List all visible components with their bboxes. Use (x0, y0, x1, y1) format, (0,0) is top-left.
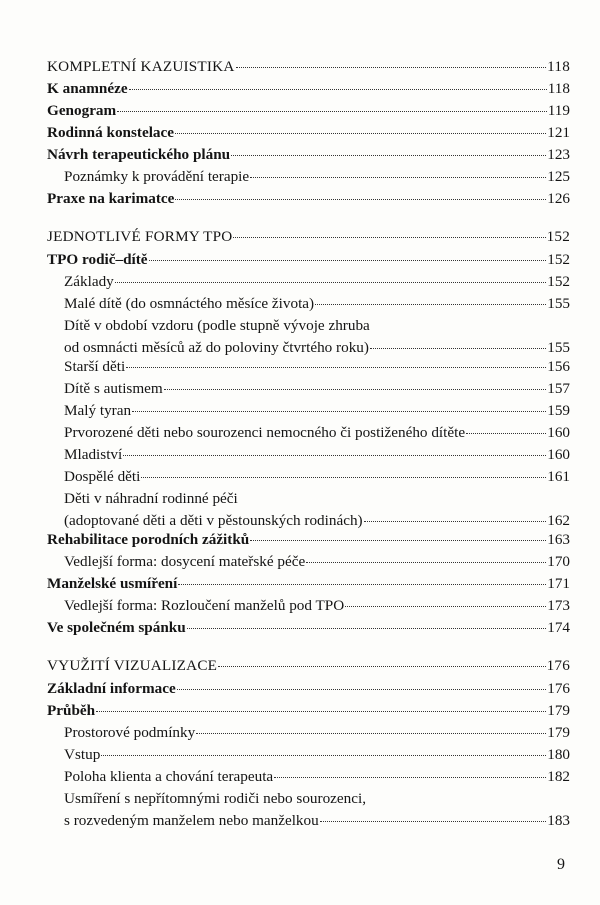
toc-entry (47, 768, 570, 786)
dot-leader (177, 689, 547, 690)
toc-page-number: 121 (547, 124, 570, 141)
toc-entry (47, 746, 570, 764)
toc-entry-title: Poloha klienta a chování terapeuta (64, 768, 274, 785)
toc-page-number: 160 (547, 446, 570, 463)
toc-entry (47, 295, 570, 313)
toc-entry (47, 657, 570, 675)
toc-row (47, 402, 570, 420)
dot-leader (164, 389, 547, 390)
toc-page-number: 176 (547, 680, 570, 697)
toc-page-number: 119 (547, 102, 570, 119)
toc-entry-title: Základní informace (47, 680, 176, 697)
toc-entry-title: Vedlejší forma: dosycení mateřské péče (64, 553, 306, 570)
toc-entry (47, 724, 570, 742)
toc-entry-title: Mladiství (64, 446, 123, 463)
toc-entry (47, 424, 570, 442)
toc-page-number: 180 (547, 746, 570, 763)
toc-entry-title: Dítě s autismem (64, 380, 163, 397)
toc-row (47, 380, 570, 398)
dot-leader (117, 111, 547, 112)
toc-row (47, 295, 570, 313)
toc-entry (47, 597, 570, 615)
toc-row (47, 190, 570, 208)
toc-entry-title: Usmíření s nepřítomnými rodiči nebo sourozenci, (64, 790, 366, 807)
toc-entry (47, 358, 570, 376)
toc-page-number: 152 (546, 228, 570, 245)
toc-row (47, 746, 570, 764)
dot-leader (306, 562, 546, 563)
dot-leader (141, 477, 546, 478)
toc-entry-title: Poznámky k provádění terapie (64, 168, 250, 185)
toc-entry (47, 531, 570, 549)
toc-row (47, 812, 570, 830)
toc-entry (47, 251, 570, 269)
toc-page-number: 123 (547, 146, 570, 163)
toc-row (47, 446, 570, 464)
toc-entry-title: Ve společném spánku (47, 619, 186, 636)
dot-leader (126, 367, 546, 368)
dot-leader (466, 433, 546, 434)
toc-row (47, 512, 570, 530)
toc-row (47, 768, 570, 786)
toc-section-row (47, 228, 570, 246)
dot-leader (178, 584, 546, 585)
dot-leader (250, 540, 546, 541)
toc-entry (47, 124, 570, 142)
dot-leader (236, 67, 547, 68)
toc-entry (47, 790, 570, 830)
toc-entry (47, 702, 570, 720)
toc-page-number: 183 (547, 812, 570, 829)
toc-section-row (47, 58, 570, 76)
toc-entry-title: Rodinná konstelace (47, 124, 175, 141)
dot-leader (175, 199, 546, 200)
dot-leader (196, 733, 546, 734)
toc-row (47, 597, 570, 615)
toc-entry-title: Návrh terapeutického plánu (47, 146, 231, 163)
dot-leader (115, 282, 546, 283)
toc-entry-title: Manželské usmíření (47, 575, 178, 592)
toc-entry-title: Základy (64, 273, 114, 290)
toc-entry (47, 228, 570, 246)
dot-leader (175, 133, 546, 134)
toc-entry (47, 58, 570, 76)
toc-entry-title: Praxe na karimatce (47, 190, 175, 207)
toc-entry (47, 102, 570, 120)
toc-entry (47, 619, 570, 637)
toc-page-number: 157 (547, 380, 570, 397)
toc-entry-continuation: (adoptované děti a děti v pěstounských rodinách) (64, 512, 363, 529)
toc-entry-title: Genogram (47, 102, 117, 119)
toc-page-number: 179 (547, 724, 570, 741)
dot-leader (187, 628, 547, 629)
dot-leader (132, 411, 546, 412)
toc-entry (47, 80, 570, 98)
toc-page-number: 170 (547, 553, 570, 570)
dot-leader (218, 666, 545, 667)
toc-entry-title: Vedlejší forma: Rozloučení manželů pod TPO (64, 597, 345, 614)
toc-entry-title: TPO rodič–dítě (47, 251, 148, 268)
toc-page-number: 162 (547, 512, 570, 529)
toc-entry (47, 380, 570, 398)
toc-entry-continuation: od osmnácti měsíců až do poloviny čtvrtého roku) (64, 339, 369, 356)
toc-row (47, 424, 570, 442)
toc-row (47, 102, 570, 120)
toc-entry (47, 468, 570, 486)
toc-row (47, 80, 570, 98)
toc-entry (47, 446, 570, 464)
toc-page-number: 163 (547, 531, 570, 548)
toc-row (47, 619, 570, 637)
page-number: 9 (557, 856, 565, 873)
toc-entry (47, 680, 570, 698)
toc-page-number: 118 (547, 58, 570, 75)
toc-row (47, 251, 570, 269)
toc-page-number: 152 (547, 251, 570, 268)
toc-row (47, 339, 570, 357)
toc-entry-continuation: s rozvedeným manželem nebo manželkou (64, 812, 319, 829)
toc-page-number: 182 (547, 768, 570, 785)
toc-entry-title: KOMPLETNÍ KAZUISTIKA (47, 58, 235, 75)
toc-page-number: 160 (547, 424, 570, 441)
dot-leader (101, 755, 546, 756)
toc-entry-title: Rehabilitace porodních zážitků (47, 531, 250, 548)
toc-entry-title: Starší děti (64, 358, 126, 375)
toc-entry (47, 146, 570, 164)
toc-page-number: 176 (546, 657, 570, 674)
dot-leader (364, 521, 547, 522)
toc-page-number: 155 (547, 339, 570, 356)
toc-page-number: 173 (547, 597, 570, 614)
toc-row (47, 468, 570, 486)
dot-leader (129, 89, 547, 90)
toc-entry (47, 317, 570, 357)
toc-row (47, 553, 570, 571)
toc-row (47, 531, 570, 549)
toc-entry (47, 575, 570, 593)
toc-page-number: 179 (547, 702, 570, 719)
toc-entry-title: VYUŽITÍ VIZUALIZACE (47, 657, 218, 674)
dot-leader (149, 260, 547, 261)
dot-leader (315, 304, 546, 305)
toc-entry (47, 168, 570, 186)
toc-page-number: 118 (547, 80, 570, 97)
toc-row (47, 124, 570, 142)
toc-entry-title: Prostorové podmínky (64, 724, 196, 741)
toc-row (47, 358, 570, 376)
toc-entry-title: Vstup (64, 746, 101, 763)
dot-leader (250, 177, 546, 178)
toc-row (47, 702, 570, 720)
toc-entry-title: K anamnéze (47, 80, 128, 97)
toc-row (47, 575, 570, 593)
dot-leader (231, 155, 546, 156)
toc-page-number: 159 (547, 402, 570, 419)
dot-leader (123, 455, 546, 456)
toc-entry (47, 273, 570, 291)
toc-entry-title: Průběh (47, 702, 96, 719)
toc-row (47, 724, 570, 742)
toc-row (47, 273, 570, 291)
toc-entry-title: Prvorozené děti nebo sourozenci nemocného či postiženého dítěte (64, 424, 466, 441)
toc-row (47, 146, 570, 164)
toc-entry (47, 553, 570, 571)
toc-entry (47, 490, 570, 530)
toc-page-number: 174 (547, 619, 570, 636)
toc-entry-title: JEDNOTLIVÉ FORMY TPO (47, 228, 233, 245)
toc-section-row (47, 657, 570, 675)
toc-entry-title: Dospělé děti (64, 468, 141, 485)
dot-leader (370, 348, 546, 349)
toc-entry (47, 190, 570, 208)
toc-page-number: 126 (547, 190, 570, 207)
dot-leader (274, 777, 546, 778)
toc-page-number: 171 (547, 575, 570, 592)
dot-leader (320, 821, 547, 822)
toc-page-number: 152 (547, 273, 570, 290)
toc-entry-title: Dítě v období vzdoru (podle stupně vývoje zhruba (64, 317, 370, 334)
toc-page-number: 155 (547, 295, 570, 312)
dot-leader (233, 237, 545, 238)
toc-entry (47, 402, 570, 420)
toc-row (47, 680, 570, 698)
toc-page-number: 125 (547, 168, 570, 185)
dot-leader (96, 711, 546, 712)
toc-page-number: 161 (547, 468, 570, 485)
toc-entry-title: Děti v náhradní rodinné péči (64, 490, 238, 507)
toc-entry-title: Malé dítě (do osmnáctého měsíce života) (64, 295, 315, 312)
toc-page-number: 156 (547, 358, 570, 375)
toc-entry-title: Malý tyran (64, 402, 132, 419)
toc-row (47, 168, 570, 186)
dot-leader (345, 606, 546, 607)
